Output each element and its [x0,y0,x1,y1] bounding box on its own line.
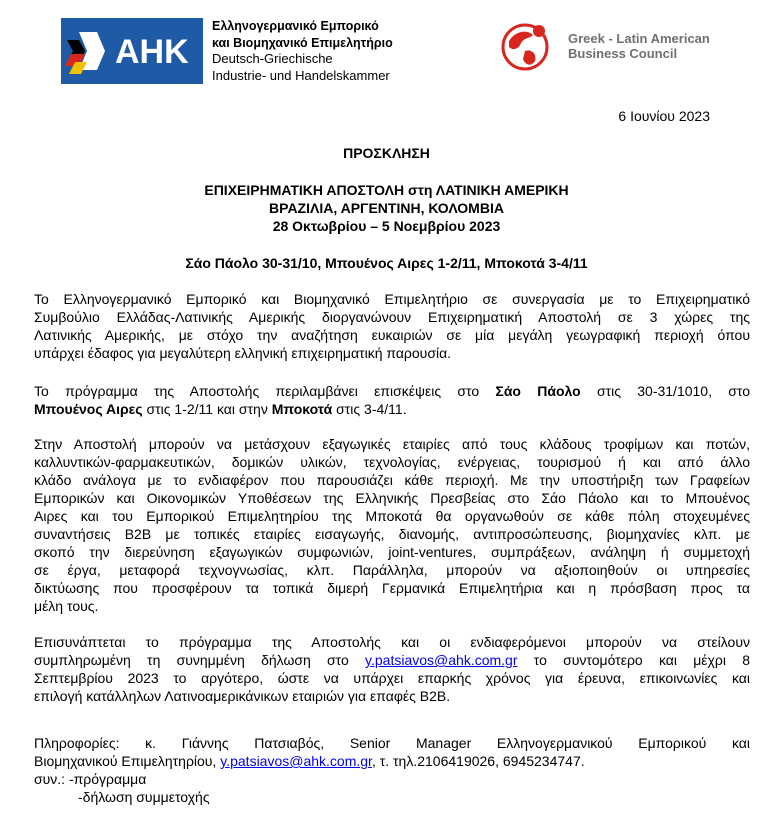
text-line: δικτύωσης που προσφέρουν τα τοπικά διμερή Γερμανικά Επιμελητήρια και η πρόσβαση προς τα [34,580,750,596]
text-line: κλάδο ανάλογα με το ενδιαφέρον που παρουσιάζει κάθε περιοχή. Με την υποστήριξη των Γραφείων [34,472,750,488]
city-buenos-aires: Μπουένος Αιρες [34,401,143,417]
ahk-org-name [212,18,393,84]
glab-line-2: Business Council [568,46,678,61]
text-fragment: , τ. τηλ.2106419026, 6945234747. [371,753,585,769]
ahk-logo [61,18,203,84]
city-bogota: Μποκοτά [271,401,333,417]
paragraph-sectors [34,435,750,615]
mission-countries: ΒΡΑΖΙΛΙΑ, ΑΡΓΕΝΤΙΝΗ, ΚΟΛΟΜΒΙΑ [269,200,504,216]
text-line: υπάρχει έδαφος για μεγαλύτερη ελληνική επιχειρηματική παρουσία. [34,345,452,361]
text-line [34,400,750,418]
glab-line-1: Greek - Latin American [568,31,710,46]
text-fragment: στις 3-4/11. [332,401,407,417]
attachment-declaration: -δήλωση συμμετοχής [78,789,210,805]
text-line: σε έργα, μεταφορά τεχνογνωσίας, κλπ. Παράλληλα, μπορούν να αξιοποιηθούν οι υπηρεσίες [34,562,750,578]
text-line: καλλυντικών-φαρμακευτικών, δομικών υλικών, τεχνολογίας, ενέργειας, τουρισμού ή και από άλλο [34,454,750,470]
text-line: Συμβούλιο Ελλάδας-Λατινικής Αμερικής διοργανώνουν Επιχειρηματική Αποστολή σε 3 χώρες της [34,309,750,325]
text-fragment: στις 1-2/11 και στην [142,401,272,417]
invitation-title: ΠΡΟΣΚΛΗΣΗ [343,145,430,161]
text-line: Εμπορικών και Οικονομικών Υποθέσεων της Ελληνικής Πρεσβείας στο Σάο Πάολο και το Μπουένος [34,490,750,506]
text-line [34,651,750,669]
contact-email-link[interactable]: y.patsiavos@ahk.com.gr [220,753,372,769]
email-link[interactable]: y.patsiavos@ahk.com.gr [365,652,518,668]
ahk-org-line-2: και Βιομηχανικό Επιμελητήριο [212,35,393,50]
text-line: Λατινικής Αμερικής, με στόχο την αναζήτηση ευκαιριών σε μία μεγάλη γεωγραφική περιοχή όπου [34,327,750,343]
text-line: Πληροφορίες: κ. Γιάννης Πατσιαβός, Senior Manager Ελληνογερμανικού Εμπορικού και [34,735,750,751]
attachments-line [34,770,146,788]
ahk-org-line-3: Deutsch-Griechische [212,51,333,66]
text-fragment: Το πρόγραμμα της Αποστολής περιλαμβάνει επισκέψεις στο [34,383,496,399]
attachment-programme: -πρόγραμμα [68,771,147,787]
text-line [34,382,750,400]
text-line: μέλη τους. [34,598,99,614]
text-fragment: στις 30-31/1010, στο [580,383,751,399]
text-line: Αιρες και του Εμπορικού Επιμελητηρίου της Μποκοτά θα οργανωθούν σε κάθε πόλη στοχευμένες [34,508,750,524]
text-line: επιλογή κατάλληλων Λατινοαμερικάνικων εταιριών για επαφές B2B. [34,688,451,704]
paragraph-programme [34,382,750,418]
text-line: Επισυνάπτεται το πρόγραμμα της Αποστολής και οι ενδιαφερόμενοι μπορούν να στείλουν [34,634,750,650]
mission-cities: Σάο Πάολο 30-31/10, Μπουένος Αιρες 1-2/11, Μποκοτά 3-4/11 [185,255,588,271]
mission-title-block [0,181,773,235]
paragraph-contact [34,734,750,770]
glab-org-name [568,31,710,61]
text-fragment: το συντομότερο και μέχρι 8 [517,652,750,668]
attachments-label: συν.: [34,771,66,787]
ahk-org-line-1: Ελληνογερμανικό Εμπορικό [212,19,379,33]
ahk-logo-text: AHK [115,33,189,71]
text-line: Στην Αποστολή μπορούν να μετάσχουν εξαγωγικές εταιρίες από τους κλάδους τροφίμων και ποτών, [34,436,750,452]
text-line: σκοπό την διερεύνηση εξαγωγικών συμφωνιών, joint-ventures, συμπράξεων, ανάληψη ή συμμετοχή [34,544,750,560]
letterhead [0,0,773,100]
city-sao-paulo: Σάο Πάολο [495,383,581,399]
paragraph-registration [34,633,750,705]
text-fragment: συμπληρωμένη τη συνημμένη δήλωση στο [34,652,366,668]
letter-date: 6 Ιουνίου 2023 [618,108,710,124]
text-line: Σεπτεμβρίου 2023 το αργότερο, ώστε να υπάρχει επαρκής χρόνος για έρευνα, επικοινωνίες και [34,670,750,686]
mission-title: ΕΠΙΧΕΙΡΗΜΑΤΙΚΗ ΑΠΟΣΤΟΛΗ στη ΛΑΤΙΝΙΚΗ ΑΜΕΡΙΚΗ [204,182,569,198]
paragraph-intro [34,290,750,362]
text-fragment: Βιομηχανικού Επιμελητηρίου, [34,753,221,769]
globe-icon [499,21,551,73]
ahk-org-line-4: Industrie- und Handelskammer [212,67,390,83]
mission-dates: 28 Οκτωβρίου – 5 Νοεμβρίου 2023 [272,218,501,234]
text-line [34,752,750,770]
text-line: Το Ελληνογερμανικό Εμπορικό και Βιομηχανικό Επιμελητήριο σε συνεργασία με το Επιχειρηματικό [34,291,750,307]
text-line: συναντήσεις B2B με τοπικές εταιρίες εισαγωγής, διανομής, αντιπροσώπευσης, βιομηχανίες κλπ. με [34,526,750,542]
